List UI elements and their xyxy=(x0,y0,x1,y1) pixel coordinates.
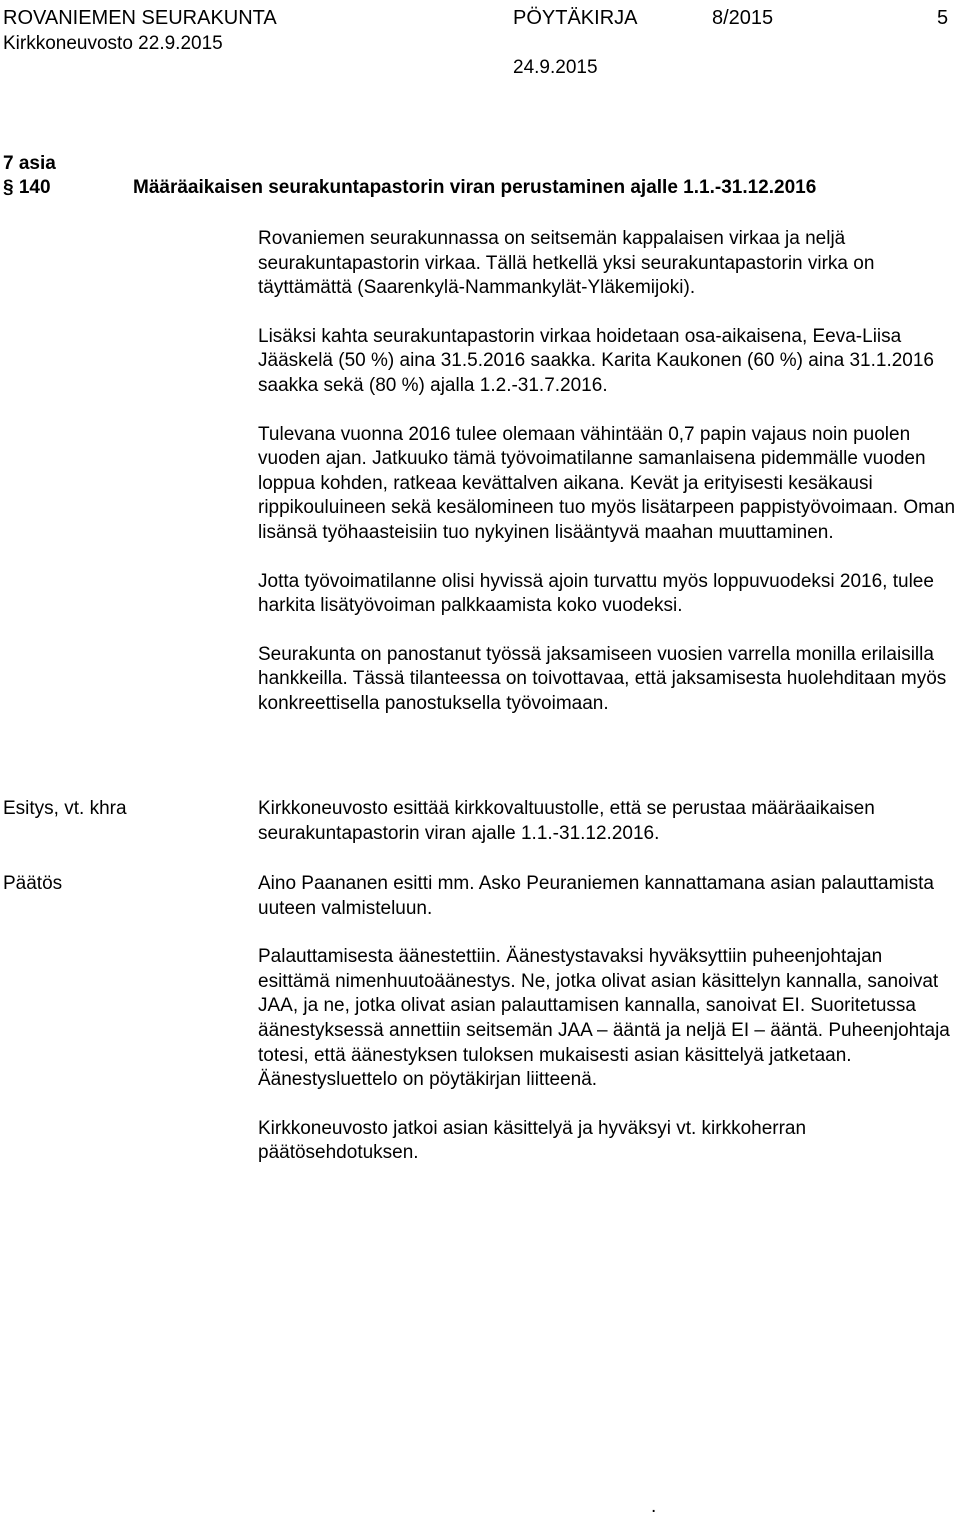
paragraph: Kirkkoneuvosto jatkoi asian käsittelyä ja hyväksyi vt. kirkkoherran päätösehdotuksen. xyxy=(258,1117,807,1164)
meeting-date: Kirkkoneuvosto 22.9.2015 xyxy=(3,33,223,54)
proposal-text: Kirkkoneuvosto esittää kirkkovaltuustolle, että se perustaa määräaikaisen seurakuntapastorin viran ajalle 1.1.-31.12.2016. xyxy=(258,798,875,844)
decision-label: Päätös xyxy=(3,873,63,894)
agenda-item: 7 asia xyxy=(3,153,56,174)
section-number: § 140 xyxy=(3,177,51,198)
footer-mark: . xyxy=(651,1496,657,1517)
preparation-text xyxy=(258,227,958,717)
paragraph: Tulevana vuonna 2016 tulee olemaan vähintään 0,7 papin vajaus noin puolen vuoden ajan. Jatkuuko tämä työvoimatilanne samanlaisena pidemmälle vuoden loppua kohden, ratkeaa kevättalven aikana. Kevät ja erityisesti kesäkausi rippikouluineen sekä kesälomineen tuo myös lisätarpeen pappistyövoimaan. Oman lisänsä työhaasteisiin tuo nykyinen lisääntyvä maahan muuttaminen. xyxy=(258,423,956,543)
paragraph: Seurakunta on panostanut työssä jaksamiseen vuosien varrella monilla erilaisilla hankkeilla. Tässä tilanteessa on toivottavaa, että jaksamisesta huolehditaan myös konkreettisella panostuksella työvoimaan. xyxy=(258,643,947,714)
page-number: 5 xyxy=(937,7,949,29)
paragraph: Lisäksi kahta seurakuntapastorin virkaa hoidetaan osa-aikaisena, Eeva-Liisa Jääskelä (50 %) aina 31.5.2016 saakka. Karita Kaukonen (60 %) aina 31.1.2016 saakka sekä (80 %) ajalla 1.2.-31.7.2016. xyxy=(258,325,935,396)
item-title: Määräaikaisen seurakuntapastorin viran perustaminen ajalle 1.1.-31.12.2016 xyxy=(133,177,817,198)
proposal-label: Esitys, vt. khra xyxy=(3,798,127,819)
posted-date: 24.9.2015 xyxy=(513,57,598,78)
doc-number: 8/2015 xyxy=(712,7,774,29)
paragraph: Palauttamisesta äänestettiin. Äänestystavaksi hyväksyttiin puheenjohtajan esittämä nimenhuutoäänestys. Ne, jotka olivat asian käsittelyn kannalla, sanoivat JAA, ja ne, jotka olivat asian palauttamisen kannalla, sanoivat EI. Suoritetussa äänestyksessä annettiin seitsemän JAA – ääntä ja neljä EI – ääntä. Puheenjohtaja totesi, että äänestyksen tuloksen mukaisesti asian käsittelyä jatketaan. Äänestysluettelo on pöytäkirjan liitteenä. xyxy=(258,946,950,1091)
decision-text xyxy=(258,872,958,1166)
paragraph: Rovaniemen seurakunnassa on seitsemän kappalaisen virkaa ja neljä seurakuntapastorin virkaa. Tällä hetkellä yksi seurakuntapastorin virka on täyttämättä (Saarenkylä-Nammankylät-Yläkemijoki). xyxy=(258,228,875,299)
org-name: ROVANIEMEN SEURAKUNTA xyxy=(3,7,277,29)
paragraph: Jotta työvoimatilanne olisi hyvissä ajoin turvattu myös loppuvuodeksi 2016, tulee harkita lisätyövoiman palkkaamista koko vuodeksi. xyxy=(258,570,934,617)
paragraph: Aino Paananen esitti mm. Asko Peuraniemen kannattamana asian palauttamista uuteen valmisteluun. xyxy=(258,873,934,919)
doc-type: PÖYTÄKIRJA xyxy=(513,7,638,29)
